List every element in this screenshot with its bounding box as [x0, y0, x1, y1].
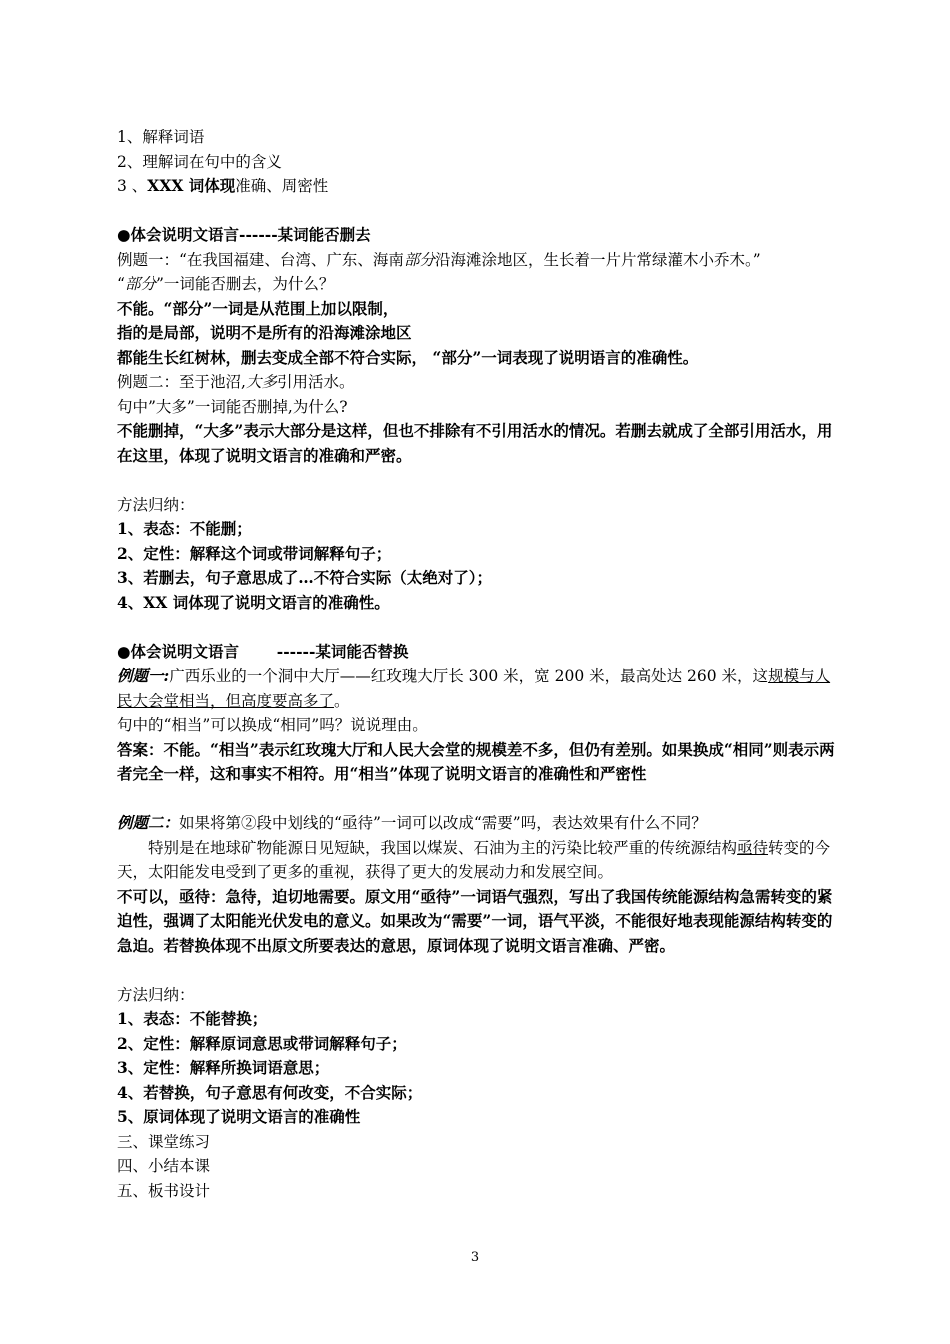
method-item: 2、定性：解释原词意思或带词解释句子； — [117, 1033, 407, 1053]
passage-paragraph: 特别是在地球矿物能源日见短缺，我国以煤炭、石油为主的污染比较严重的传统源结构亟待转变的今天，太阳能发电受到了更多的重视，获得了更大的发展动力和发展空间。 — [117, 838, 831, 881]
example-line: 例题一：“在我国福建、台湾、广东、海南部分沿海滩涂地区，生长着一片片常绿灌木小乔木。” — [117, 250, 761, 269]
example-line: 例题二：如果将第②段中划线的“亟待”一词可以改成“需要”吗，表达效果有什么不同？ — [117, 813, 707, 832]
method-title: 方法归纳： — [117, 495, 195, 514]
question-line: “部分”一词能否删去，为什么？ — [117, 275, 335, 293]
method-item: 1、表态：不能删； — [117, 519, 252, 538]
outline-item: 五、板书设计 — [117, 1181, 211, 1200]
method-title: 方法归纳： — [117, 985, 195, 1004]
method-item: 2、定性：解释这个词或带词解释句子； — [117, 543, 392, 563]
example-line: 例题二：至于池沼,大多引用活水。 — [117, 373, 355, 391]
method-item: 4、若替换，句子意思有何改变，不合实际； — [117, 1082, 423, 1102]
method-item: 5、原词体现了说明文语言的准确性 — [117, 1107, 361, 1126]
document-body — [117, 125, 837, 1203]
answer-paragraph: 答案：不能。“相当”表示红玫瑰大厅和人民大会堂的规模差不多，但仍有差别。如果换成“相同”则表示两者完全一样，这和事实不相符。用“相当”体现了说明文语言的准确性和严密性 — [117, 739, 835, 783]
question-line: 句中的“相当”可以换成“相同”吗？说说理由。 — [117, 716, 428, 734]
answer-line: 指的是局部，说明不是所有的沿海滩涂地区 — [117, 323, 412, 342]
list-item: 3 、XXX 词体现准确、周密性 — [117, 176, 329, 195]
page-number: 3 — [470, 1250, 480, 1265]
answer-line: 都能生长红树林，删去变成全部不符合实际， “部分”一词表现了说明语言的准确性。 — [117, 347, 699, 367]
method-item: 3、定性：解释所换词语意思； — [117, 1058, 330, 1077]
method-item: 4、XX 词体现了说明文语言的准确性。 — [117, 592, 390, 612]
section-heading: ●体会说明文语言------某词能否删去 — [117, 225, 371, 244]
outline-item: 三、课堂练习 — [117, 1132, 211, 1151]
example-paragraph: 例题一:广西乐业的一个洞中大厅——红玫瑰大厅长 300 米，宽 200 米，最高处达 260 米，这规模与人民大会堂相当，但高度要高多了。 — [117, 666, 831, 710]
answer-line: 不能。“部分”一词是从范围上加以限制， — [117, 298, 399, 318]
question-line: 句中”大多”一词能否删掉,为什么? — [117, 397, 348, 416]
answer-paragraph: 不可以，亟待：急待，迫切地需要。原文用“亟待”一词语气强烈，写出了我国传统能源结构急需转变的紧迫性，强调了太阳能光伏发电的意义。如果改为“需要”一词，语气平淡，不能很好地表现能源结构转变的急迫。若替换体现不出原文所要表达的意思，原词体现了说明文语言准确、严密。 — [117, 886, 833, 955]
section-heading: ●体会说明文语言 ------某词能否替换 — [117, 641, 409, 661]
outline-item: 四、小结本课 — [117, 1157, 211, 1175]
method-item: 1、表态：不能替换； — [117, 1009, 268, 1028]
method-item: 3、若删去，句子意思成了…不符合实际（太绝对了）； — [117, 568, 493, 587]
list-item: 2、理解词在句中的含义 — [117, 152, 282, 171]
answer-paragraph: 不能删掉，“大多”表示大部分是这样，但也不排除有不引用活水的情况。若删去就成了全部引用活水，用在这里，体现了说明文语言的准确和严密。 — [117, 421, 833, 465]
list-item: 1、解释词语 — [117, 128, 205, 146]
